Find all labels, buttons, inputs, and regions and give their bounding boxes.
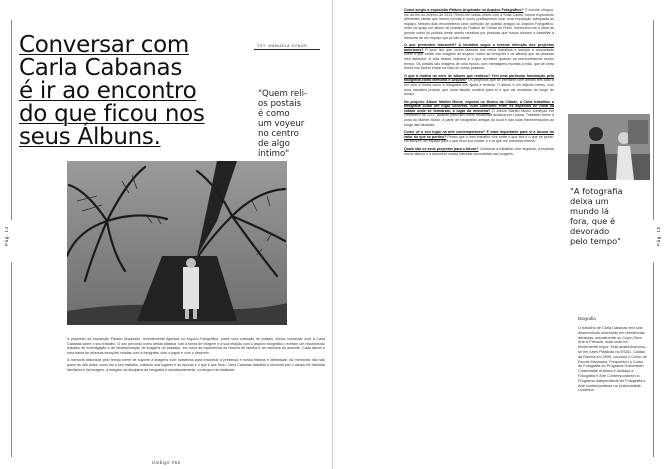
- left-page-number: Pág. 14: [4, 226, 9, 246]
- title-line: Carla Cabanas: [19, 55, 183, 81]
- interview-qa: No projecto Álbum Martim Moniz, exposto no Museu da Cidade, a Carla trabalhou a fotografia como um lugar concreto, num confronto entre os aspectos de ruína da cidade onde se formaram, a lugar da memória? O Álbum Martim Moniz começou em Dezembro de 2012, quando participei numa residência artística em Lisboa. Trabalhei sobre a zona do Martim Moniz, a partir de fotografias antigas do local e das suas transformações ao longo das décadas.: [404, 99, 554, 127]
- left-margin-rule: [11, 20, 12, 220]
- pull-quote-left: "Quem reli- os postais é como um voyeur no centro de algo íntimo": [258, 89, 308, 159]
- author-rule: [254, 49, 320, 50]
- biography-text: O trabalho de Carla Cabanas tem sido desenvolvido sobretudo em residências artísticas, actualmente no Corpo Dem Arte a Prelúsia, local onde irá brevemente expor. Esta artista licenciou-se em Artes Plásticas na ESAD, Caldas da Rainha em 2005, concluiu o Curso de Escola Maumaus. Frequentou o Curso de Fotografia do Programa Gulbenkian Criatividade Artística e Andlayo a Fotografia e Arte Contemporânea no Programa Independente de Fotografia e Arte contemporânea na Universidade Lusófona.: [578, 326, 647, 393]
- interview-qa: Quais são os seus projectos para o futuro? Continuar a trabalhar com arquivos, a explorar novos álbuns e a descobrir outras histórias escondidas nas imagens.: [404, 147, 554, 156]
- author-credit: TXT: MANUELA SYNGE: [257, 44, 308, 48]
- article-title: [19, 34, 254, 149]
- intro-text: A propósito da exposição Palácio Arquivado, recentemente figurada no Arquivo Fotográfico, sobre uma colecção de postais, fomos conversar com a Carla Cabanas sobre o seu trabalho. O seu percurso como artista plástica, sob a forma de imagem e a sua relação com o arquivo fotográfico, revelam um reconhecido trabalho de investigação e de reinterpretação de imagens do passado, em torno da experiência da história de família e da memória do ausente. Cada album é uma trama de diversas emoções criadas com a fotografia, com o papel e com o desenho. A memória distorcida pelo tempo serve de suporte a imagens com narrativas para encontrar a presença e nossa história e identidade. As memórias não são quem as não aviva, como diz o seu trabalho, voltando aos lugares e as épocas e o que é que ficou. Carla Cabanas trabalha a memória sob o campo de histórias familiares e da imagem, a margem da disciplina da fotografia e simultaneamente, a margem da realidade.: [67, 337, 325, 372]
- interview-column: [404, 8, 554, 463]
- right-page-number: Pág. 15: [656, 226, 661, 246]
- title-line: seus Álbuns.: [19, 124, 161, 150]
- left-margin-rule-lower: [11, 262, 12, 457]
- interview-qa: O que a motiva na série de álbuns que realizou? Tem uma particular fascinação pela fotografia como Memória e Arquivo? Os projectos que se prendem com álbuns têm tudo a ver com a forma como a fotografia nos ajuda a lembrar. O álbum é um objecto íntimo, com uma narrativa própria, que cada família constrói para si e que vai mudando ao longo do tempo.: [404, 73, 554, 97]
- palm-tree-photograph: [67, 161, 287, 325]
- interview-qa: O que pretendeu transmitir? A temática segue a mesma intenção dos projectos anteriores? É isso! Isto que venho fazendo nos meus trabalhos e sempre a curiosidade sobre o que existe nas imagens de arquivo, sobre as emoções e os afectos que as pessoas lhes atribuem. A vida destes objectos e o que acontece quando os reencontramos noutro tempo. Os postais são imagens de uma época, com mensagens escritas à mão, que de certa forma nos fazem entrar na vida de outras pessoas.: [404, 43, 554, 71]
- right-margin-rule-lower: [653, 262, 654, 457]
- title-line: do que ficou nos: [19, 101, 205, 127]
- issue-footer: Umbigo #52: [152, 460, 181, 465]
- title-line: é ir ao encontro: [19, 78, 197, 104]
- right-margin-rule: [653, 20, 654, 220]
- interview-qa: Como vê o seu lugar na arte contemporânea? É mais importante para si a lacuna do valor do que se perdeu? Penso que o meu trabalho vive entre o que fica e o que se perde. Há sempre um espaço para o que ficou por contar, e é aí que me interessa intervir.: [404, 130, 554, 144]
- biography-heading: Biografia: [578, 316, 596, 321]
- title-line: Conversar com: [19, 32, 189, 58]
- page-gutter: [332, 0, 333, 469]
- interview-qa: Como surgiu a exposição Palácio Arquivado no Arquivo Fotográfico? O convite chegou-me ao fim do inverno de 2014. Reuni-me várias vezes com a Sofia Castro, fomos explorando diferentes ideias que temos formas e como pudéssemos criar uma exposição adequada ao espaço. Nesses dias encontrámos uma colecção de postais antigos do Arquivo Fotográfico, entre os quais um álbum de postais do Palácio de Cristal do Porto. Interessou-me a ideia de pensar como os postais foram sendo reunidos por pessoas que nunca conheci e trabalhar a memória de um espaço que já não existe.: [404, 8, 554, 40]
- artist-portrait-photograph: [568, 114, 650, 180]
- pull-quote-right: "A fotografia deixa um mundo lá fora, que é devorado pelo tempo": [570, 186, 623, 246]
